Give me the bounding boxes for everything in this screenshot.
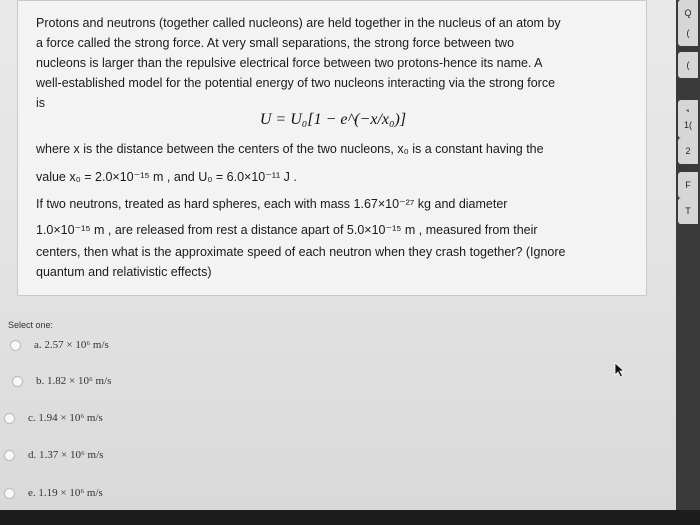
side-tab[interactable]: 1( — [678, 112, 698, 138]
option-d[interactable] — [4, 445, 103, 465]
option-c[interactable] — [4, 408, 103, 428]
option-e-label: e. 1.19 × 10⁶ m/s — [28, 487, 103, 499]
option-a-radio[interactable] — [10, 340, 21, 351]
question-line: quantum and relativistic effects) — [36, 265, 212, 279]
question-line: is — [36, 96, 46, 110]
question-box — [17, 0, 647, 296]
question-line: where x is the distance between the centers of the two nucleons, x₀ is a constant having the — [36, 142, 544, 156]
option-a-label: a. 2.57 × 10⁶ m/s — [34, 339, 109, 351]
question-line: value x₀ = 2.0×10⁻¹⁵ m , and U₀ = 6.0×10⁻¹¹ J . — [36, 170, 297, 184]
option-e-radio[interactable] — [4, 488, 15, 499]
option-d-radio[interactable] — [4, 450, 15, 461]
option-e[interactable] — [4, 483, 103, 503]
question-line: nucleons is larger than the repulsive electrical force between two protons-hence its name. A — [36, 56, 543, 70]
question-line: Protons and neutrons (together called nucleons) are held together in the nucleus of an atom by — [36, 16, 561, 30]
select-one-label: Select one: — [8, 320, 54, 330]
side-tab[interactable]: Q — [678, 0, 698, 26]
question-line: 1.0×10⁻¹⁵ m , are released from rest a distance apart of 5.0×10⁻¹⁵ m , measured from their — [36, 223, 538, 237]
side-tab[interactable]: ( — [678, 20, 698, 46]
question-line: If two neutrons, treated as hard spheres, each with mass 1.67×10⁻²⁷ kg and diameter — [36, 197, 508, 211]
option-b-radio[interactable] — [12, 376, 23, 387]
question-line: a force called the strong force. At very small separations, the strong force between two — [36, 36, 515, 50]
option-d-label: d. 1.37 × 10⁶ m/s — [28, 449, 104, 461]
right-panel-strip — [676, 0, 700, 510]
side-tab[interactable]: ( — [678, 52, 698, 78]
option-a[interactable] — [10, 335, 109, 355]
side-tab[interactable]: F — [678, 172, 698, 198]
question-line: centers, then what is the approximate speed of each neutron when they crash together? (Ignore — [36, 245, 566, 259]
question-line: well-established model for the potential energy of two nucleons interacting via the strong force — [36, 76, 556, 90]
side-tab[interactable]: T — [678, 198, 698, 224]
potential-energy-formula: U = U₀[1 − e^(−x/x₀)] — [259, 111, 407, 128]
option-b[interactable] — [12, 371, 111, 391]
option-c-radio[interactable] — [4, 413, 15, 424]
option-c-label: c. 1.94 × 10⁶ m/s — [28, 412, 103, 424]
side-tab[interactable]: 2 — [678, 138, 698, 164]
option-b-label: b. 1.82 × 10⁶ m/s — [36, 375, 112, 387]
mouse-cursor-icon — [614, 362, 626, 378]
